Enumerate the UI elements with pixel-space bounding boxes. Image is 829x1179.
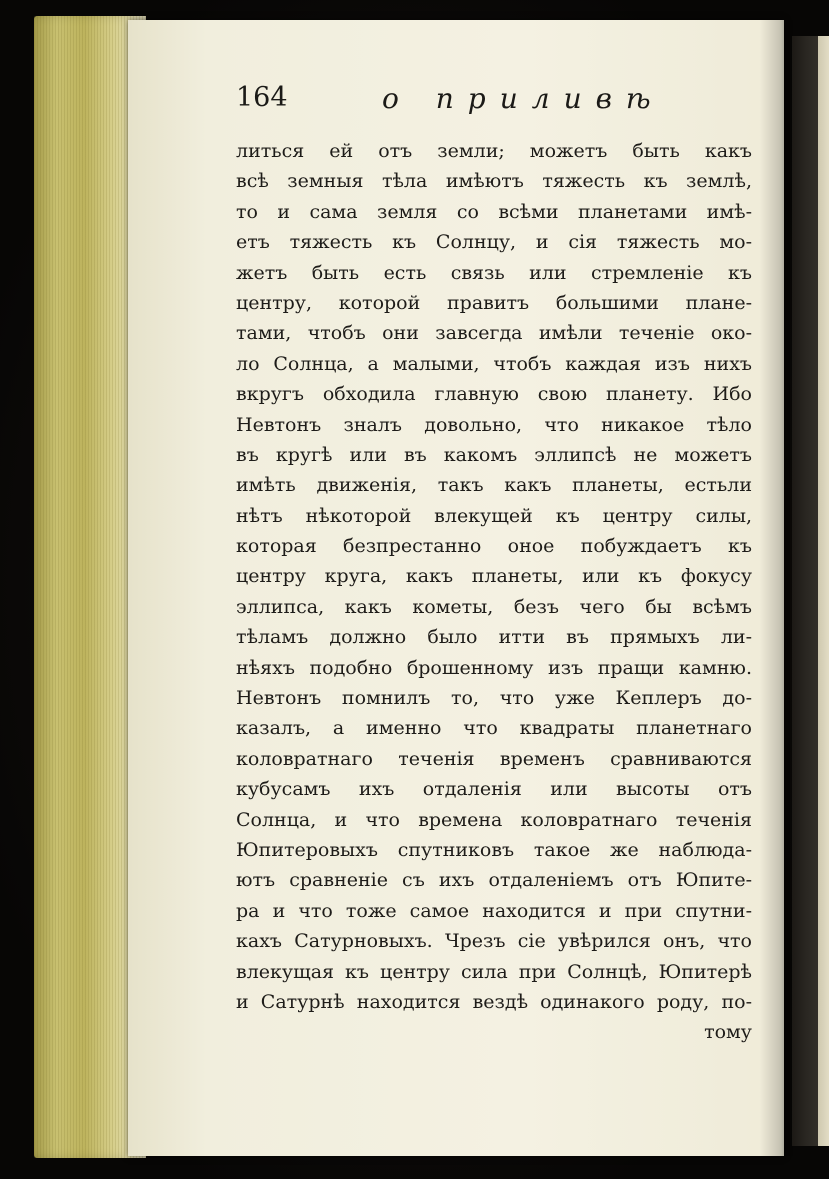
text-line: тому xyxy=(704,1021,752,1044)
facing-page-strip xyxy=(818,36,829,1146)
text-line: нѣтъ нѣкоторой влекущей къ центру силы, xyxy=(236,504,752,527)
text-line: всѣ земныя тѣла имѣютъ тяжесть къ землѣ, xyxy=(236,170,752,193)
text-line: центру круга, какъ планеты, или къ фокусу xyxy=(236,565,752,588)
text-line: имѣть движенія, такъ какъ планеты, естьли xyxy=(236,474,752,497)
text-line: нѣяхъ подобно брошенному изъ пращи камню. xyxy=(236,656,752,679)
text-line: и Сатурнѣ находится вездѣ одинакого роду, по- xyxy=(236,990,752,1013)
running-title: о приливѣ xyxy=(382,82,665,115)
body-text xyxy=(236,136,752,1048)
text-line: тами, чтобъ они завсегда имѣли теченіе око- xyxy=(236,322,752,345)
text-line: центру, которой правитъ большими плане- xyxy=(236,291,752,314)
page-header xyxy=(236,82,756,122)
text-line: Солнца, и что времена коловратнаго теченія xyxy=(236,808,752,831)
text-line: жетъ быть есть связь или стремленіе къ xyxy=(236,261,752,284)
text-line: влекущая къ центру сила при Солнцѣ, Юпитерѣ xyxy=(236,960,752,983)
text-line: литься ей отъ земли; можетъ быть какъ xyxy=(236,140,752,162)
text-line: казалъ, а именно что квадраты планетнаго xyxy=(236,717,752,740)
text-line: то и сама земля со всѣми планетами имѣ- xyxy=(236,200,752,223)
text-line: коловратнаго теченія временъ сравниваются xyxy=(236,747,752,770)
text-line: кубусамъ ихъ отдаленія или высоты отъ xyxy=(236,778,752,801)
page-number: 164 xyxy=(236,82,288,113)
text-line: Невтонъ зналъ довольно, что никакое тѣло xyxy=(236,413,752,436)
text-line: Юпитеровыхъ спутниковъ такое же наблюда- xyxy=(236,838,752,861)
text-line: етъ тяжесть къ Солнцу, и сія тяжесть мо- xyxy=(236,231,752,254)
text-line: тѣламъ должно было итти въ прямыхъ ли- xyxy=(236,626,752,649)
text-line: Невтонъ помнилъ то, что уже Кеплеръ до- xyxy=(236,687,752,710)
text-line: ло Солнца, а малыми, чтобъ каждая изъ нихъ xyxy=(236,352,752,375)
text-line: эллипса, какъ кометы, безъ чего бы всѣмъ xyxy=(236,595,752,618)
text-line: ютъ сравненіе съ ихъ отдаленіемъ отъ Юпите- xyxy=(236,869,752,892)
spine-shadow xyxy=(760,20,790,1156)
text-line: вкругъ обходила главную свою планету. Ибо xyxy=(236,383,752,406)
text-line: кахъ Сатурновыхъ. Чрезъ сіе увѣрился онъ, что xyxy=(236,930,752,953)
text-line: ра и что тоже самое находится и при спутни- xyxy=(236,899,752,922)
text-line: въ кругѣ или въ какомъ эллипсѣ не можетъ xyxy=(236,443,752,466)
text-line: которая безпрестанно оное побуждаетъ къ xyxy=(236,535,752,558)
